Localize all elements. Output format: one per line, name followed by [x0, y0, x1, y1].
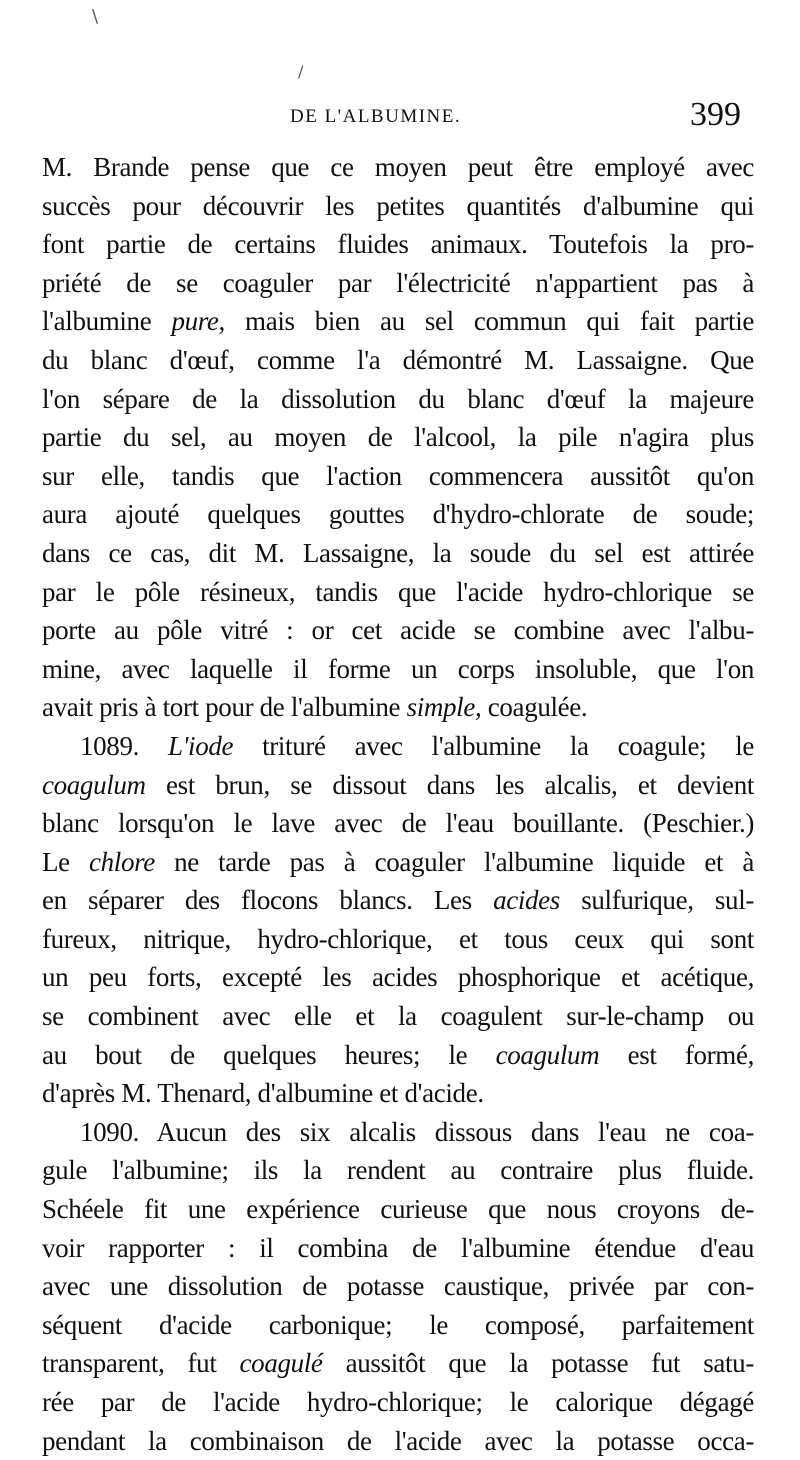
text-segment: succès pour découvrir les petites quantités d'albumine qui [42, 190, 754, 221]
body-text [42, 148, 754, 1460]
text-segment: du blanc d'œuf, comme l'a démontré M. Lassaigne. Que [42, 344, 754, 375]
text-line [42, 187, 754, 226]
text-segment: Le [42, 846, 90, 877]
italic-term: coagulé [239, 1348, 323, 1379]
page-number: 399 [690, 96, 741, 133]
text-segment: l'albumine [42, 306, 172, 337]
italic-term: acides [493, 885, 560, 916]
text-line [42, 881, 754, 920]
text-segment: mine, avec laquelle il forme un corps insoluble, que l'on [42, 653, 754, 684]
text-segment: par le pôle résineux, tandis que l'acide hydro-chlorique se [42, 576, 754, 607]
margin-mark: \ [92, 6, 99, 27]
text-line [42, 650, 754, 689]
text-segment: avec une dissolution de potasse caustique, privée par con- [42, 1271, 754, 1302]
text-segment: se combinent avec elle et la coagulent sur-le-champ ou [42, 1001, 754, 1032]
text-line [42, 457, 754, 496]
text-line [42, 380, 754, 419]
text-segment: est brun, se dissout dans les alcalis, et devient [145, 769, 754, 800]
text-segment: font partie de certains fluides animaux. Toutefois la pro- [42, 229, 754, 260]
text-line [42, 958, 754, 997]
text-line [42, 1306, 754, 1345]
text-segment: d'après M. Thenard, d'albumine et d'acide. [42, 1078, 484, 1109]
italic-term: chlore [89, 846, 155, 877]
text-segment: un peu forts, excepté les acides phosphorique et acétique, [42, 962, 754, 993]
text-segment: dans ce cas, dit M. Lassaigne, la soude du sel est attirée [42, 537, 754, 568]
text-segment: avait pris à tort pour de l'albumine [42, 692, 407, 723]
text-segment: gule l'albumine; ils la rendent au contraire plus fluide. [42, 1155, 754, 1186]
italic-term: L'iode [167, 730, 234, 761]
running-title: DE L'ALBUMINE. [290, 106, 462, 127]
text-line [42, 495, 754, 534]
text-segment: séquent d'acide carbonique; le composé, parfaitement [42, 1309, 754, 1340]
text-line [42, 1190, 754, 1229]
text-line [42, 1151, 754, 1190]
text-segment: M. Brande pense que ce moyen peut être employé avec [42, 152, 754, 182]
text-segment: mais bien au sel commun qui fait partie [224, 306, 754, 337]
text-line [42, 1229, 754, 1268]
italic-term: coagulum [42, 769, 146, 800]
text-line [42, 1344, 754, 1383]
text-segment: en séparer des flocons blancs. Les [42, 885, 494, 916]
text-segment: ne tarde pas à coaguler l'albumine liquide et à [154, 846, 754, 877]
text-line [42, 766, 754, 805]
text-segment: aussitôt que la potasse fut satu- [322, 1348, 754, 1379]
text-segment: blanc lorsqu'on le lave avec de l'eau bouillante. (Peschier.) [42, 808, 754, 839]
text-segment: voir rapporter : il combina de l'albumine étendue d'eau [42, 1232, 754, 1263]
text-line [42, 264, 754, 303]
text-segment: l'on sépare de la dissolution du blanc d'œuf la majeure [42, 383, 754, 414]
text-line [42, 1113, 754, 1152]
text-line [42, 611, 754, 650]
text-line [42, 804, 754, 843]
italic-term: simple, [406, 692, 482, 723]
text-line [42, 1074, 754, 1113]
text-line [42, 534, 754, 573]
text-segment: partie du sel, au moyen de l'alcool, la pile n'agira plus [42, 422, 754, 453]
text-line [42, 920, 754, 959]
text-line [42, 418, 754, 457]
italic-term: coagulum [495, 1039, 600, 1070]
text-segment: sulfurique, sul- [559, 885, 754, 916]
text-line [42, 341, 754, 380]
text-line [42, 688, 754, 727]
margin-mark: / [298, 62, 304, 81]
text-segment: aura ajouté quelques gouttes d'hydro-chlorate de soude; [42, 499, 754, 530]
text-segment: Schéele fit une expérience curieuse que nous croyons de- [42, 1194, 754, 1225]
text-segment: trituré avec l'albumine la coagule; le [233, 730, 754, 761]
text-line [42, 225, 754, 264]
text-segment: transparent, fut [42, 1348, 240, 1379]
text-segment: fureux, nitrique, hydro-chlorique, et tous ceux qui sont [42, 923, 754, 954]
text-segment: au bout de quelques heures; le [42, 1039, 496, 1070]
text-line [42, 1383, 754, 1422]
text-line [42, 1267, 754, 1306]
text-line [42, 727, 754, 766]
text-segment: rée par de l'acide hydro-chlorique; le calorique dégagé [42, 1387, 754, 1417]
text-line [42, 1036, 754, 1075]
text-line [42, 148, 754, 187]
text-segment: porte au pôle vitré : or cet acide se combine avec l'albu- [42, 615, 754, 646]
text-segment: 1089. [80, 730, 168, 761]
text-line [42, 573, 754, 612]
running-head [0, 96, 800, 140]
text-segment: coagulée. [481, 692, 588, 723]
text-segment: 1090. Aucun des six alcalis dissous dans l'eau ne coa- [80, 1116, 754, 1147]
text-line [42, 1422, 754, 1460]
text-segment: pendant la combinaison de l'acide avec la potasse occa- [42, 1425, 754, 1456]
text-segment: est formé, [599, 1039, 754, 1070]
text-segment: sur elle, tandis que l'action commencera aussitôt qu'on [42, 460, 754, 491]
text-line [42, 997, 754, 1036]
text-line [42, 843, 754, 882]
text-line [42, 302, 754, 341]
text-segment: priété de se coaguler par l'électricité n'appartient pas à [42, 267, 754, 298]
italic-term: pure, [171, 306, 225, 337]
